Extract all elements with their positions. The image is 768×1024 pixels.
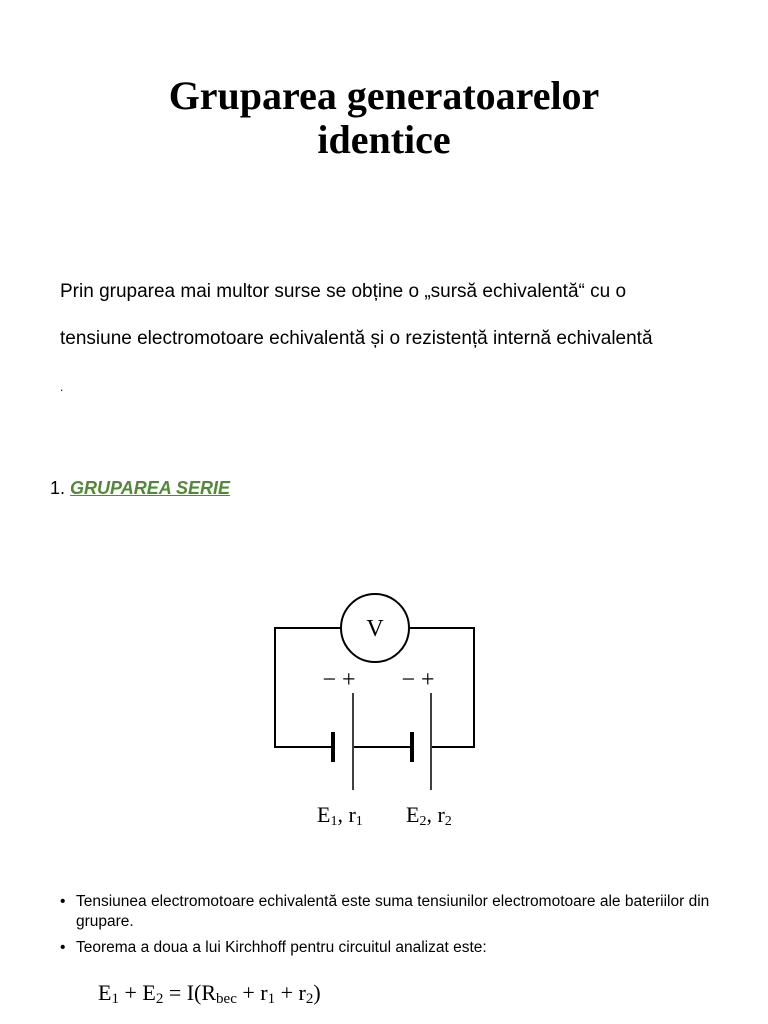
bullet-list [60, 892, 740, 964]
section-heading [50, 478, 230, 499]
section-title-link[interactable]: GRUPAREA SERIE [70, 478, 231, 498]
voltmeter-label: V [366, 616, 384, 642]
battery-1-label: E1, r1 [317, 802, 363, 829]
section-number: 1. [50, 478, 66, 498]
intro-line-2 [60, 315, 750, 411]
intro-line-2-period: . [60, 380, 64, 394]
battery-2-label: E2, r2 [406, 802, 452, 829]
title-line-1: Gruparea generatoarelor [168, 73, 600, 118]
kirchhoff-formula: $E_1 + E_2 = I(R_{bec} + r_1 + r_2)$ [98, 980, 321, 1007]
intro-line-2-text: tensiune electromotoare echivalentă și o rezistență internă echivalentă [60, 328, 653, 349]
battery-2-polarity: − + [401, 667, 435, 693]
series-circuit-diagram [260, 590, 490, 835]
page-title [0, 74, 768, 162]
battery-1-polarity: − + [322, 667, 356, 693]
title-line-2: identice [317, 117, 451, 162]
bullet-item: • Teorema a doua a lui Kirchhoff pentru circuitul analizat este: [60, 938, 740, 958]
intro-line-1: Prin gruparea mai multor surse se obține o „sursă echivalentă“ cu o [60, 281, 627, 302]
bullet-item: • Tensiunea electromotoare echivalentă este suma tensiunilor electromotoare ale bateriilor din grupare. [60, 892, 740, 932]
intro-paragraph [60, 268, 750, 411]
